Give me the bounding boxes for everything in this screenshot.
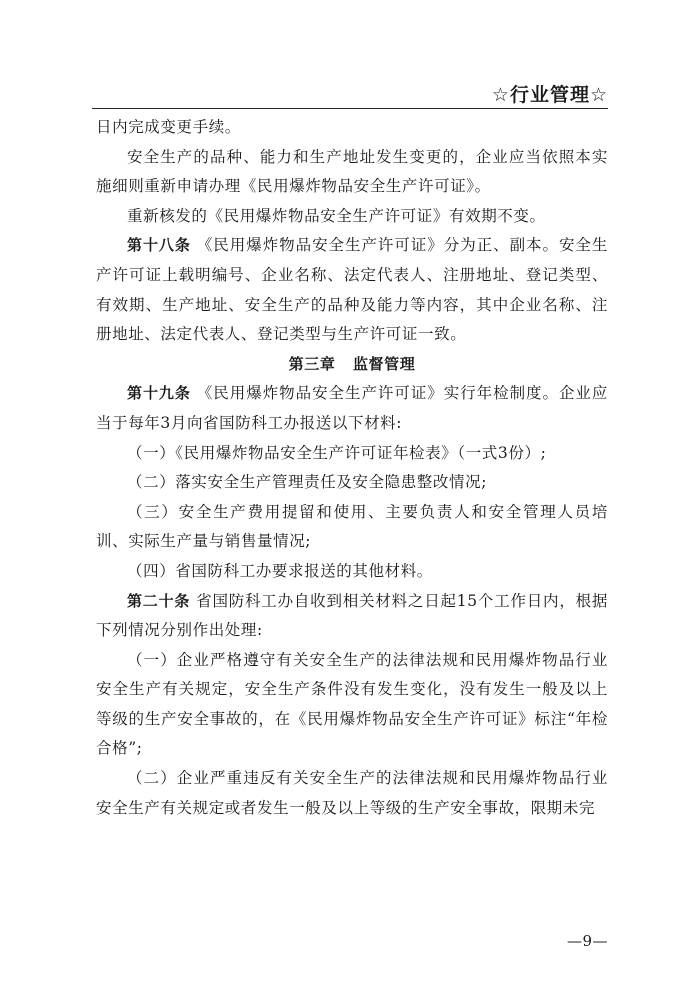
paragraph: 日内完成变更手续。 <box>96 118 241 136</box>
article-text: 省国防科工办自收到相关材料之日起15个工作日内，根据下列情况分别作出处理: <box>96 591 608 640</box>
list-item: （二）企业严重违反有关安全生产的法律法规和民用爆炸物品行业安全生产有关规定或者发生一般及以上等级的生产安全事故，限期未完 <box>96 769 608 817</box>
list-item: （二）落实安全生产管理责任及安全隐患整改情况; <box>127 473 488 492</box>
chapter-number: 第三章 <box>288 354 336 373</box>
article-text: 《民用爆炸物品安全生产许可证》分为正、副本。安全生产许可证上载明编号、企业名称、法定代表人、注册地址、登记类型、有效期、生产地址、安全生产的品种及能力等内容，其中企业名称、注册地址、法定代表人、登记类型与生产许可证一致。 <box>96 236 608 344</box>
list-item: （四）省国防科工办要求报送的其他材料。 <box>127 561 433 580</box>
article-20 <box>96 587 608 646</box>
article-19 <box>96 379 608 438</box>
list-item: （一）《民用爆炸物品安全生产许可证年检表》（一式3份）; <box>127 443 547 462</box>
header-divider <box>92 108 608 109</box>
list-item: （一）企业严格遵守有关安全生产的法律法规和民用爆炸物品行业安全生产有关规定，安全生产条件没有发生变化，没有发生一般及以上等级的生产安全事故的，在《民用爆炸物品安全生产许可证》标注“年检合格”; <box>96 650 608 758</box>
document-body <box>96 113 608 823</box>
article-text: 《民用爆炸物品安全生产许可证》实行年检制度。企业应当于每年3月向省国防科工办报送以下材料: <box>96 384 608 432</box>
section-header-title: ☆行业管理☆ <box>491 84 608 106</box>
list-item: （三）安全生产费用提留和使用、主要负责人和安全管理人员培训、实际生产量与销售量情况; <box>96 502 608 551</box>
page-number: —9— <box>566 932 608 950</box>
chapter-heading <box>96 350 608 380</box>
paragraph: 重新核发的《民用爆炸物品安全生产许可证》有效期不变。 <box>127 206 546 225</box>
paragraph: 安全生产的品种、能力和生产地址发生变更的，企业应当依照本实施细则重新申请办理《民用爆炸物品安全生产许可证》。 <box>96 147 608 196</box>
article-label: 第十九条 <box>127 384 191 403</box>
article-label: 第十八条 <box>127 236 191 255</box>
chapter-title: 监督管理 <box>352 354 416 373</box>
article-label: 第二十条 <box>127 591 191 610</box>
article-18 <box>96 231 608 349</box>
